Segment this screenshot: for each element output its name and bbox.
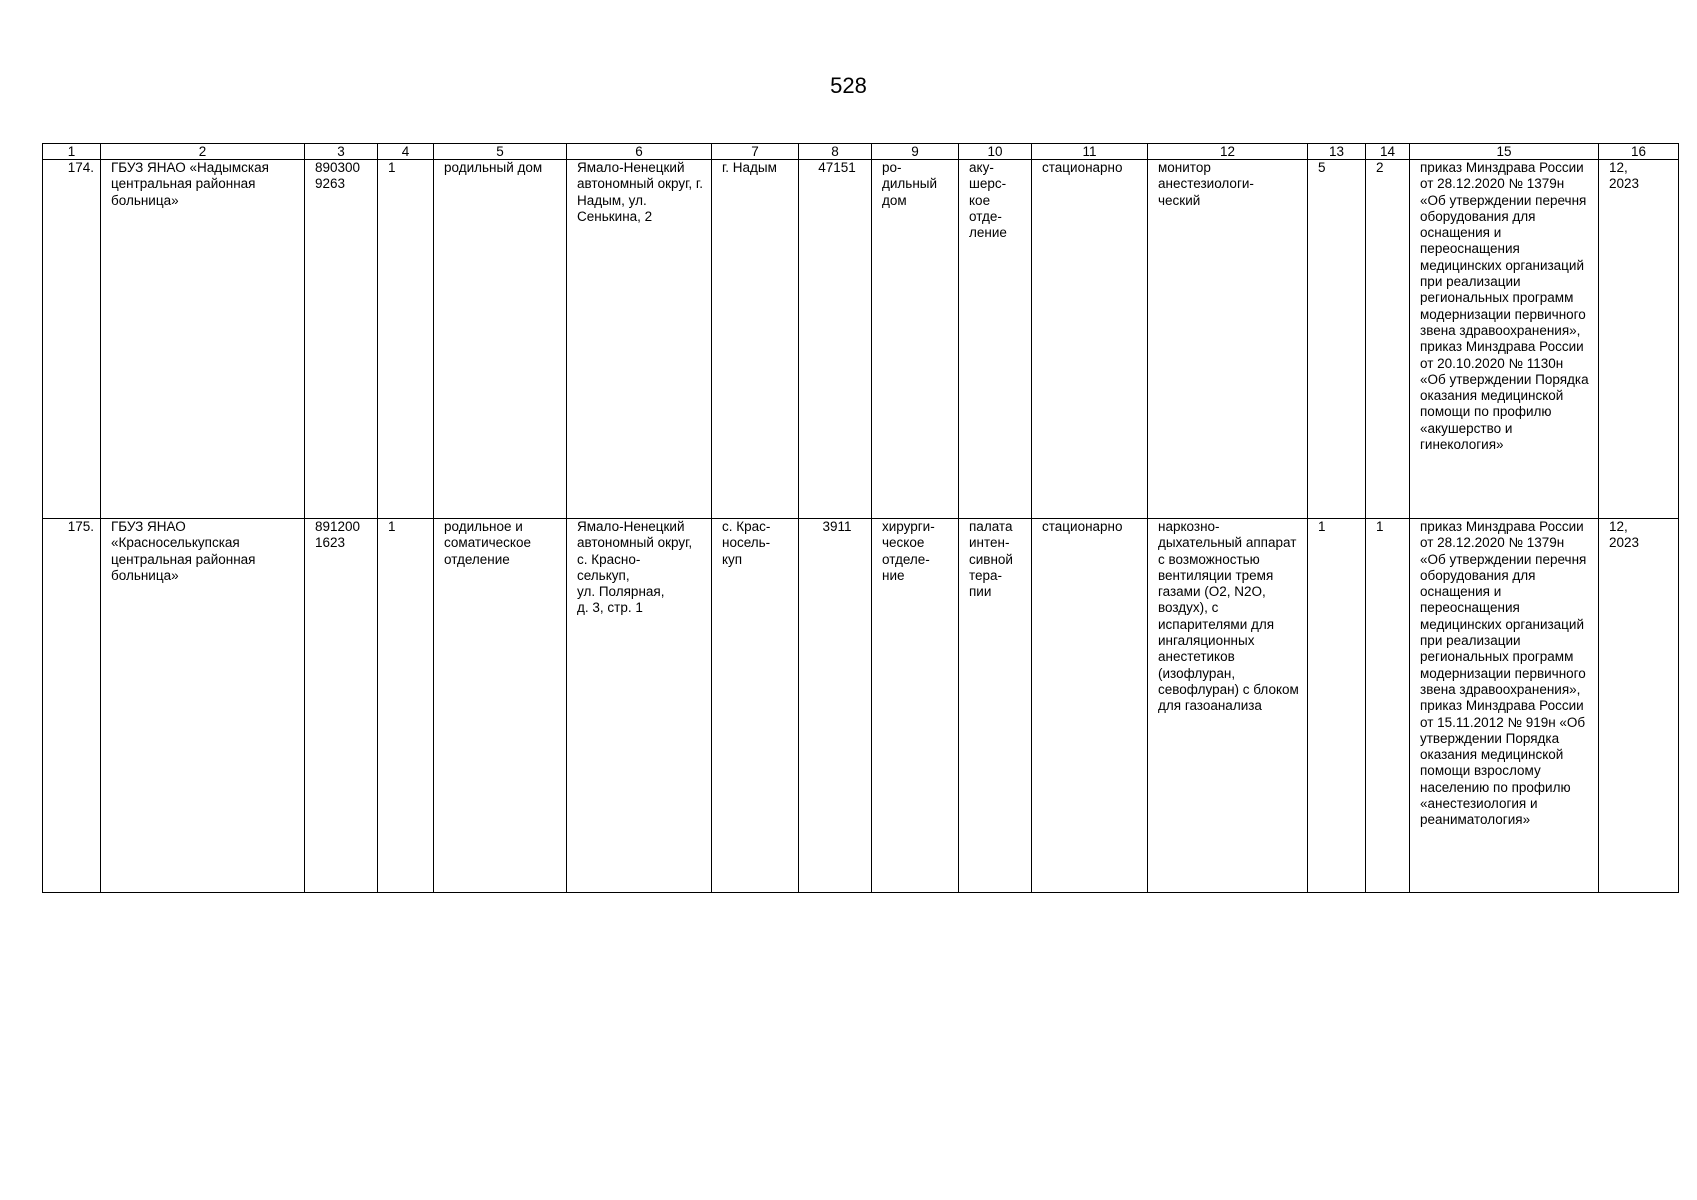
column-4-cell: 1 xyxy=(378,519,434,893)
inn-cell: 891200 1623 xyxy=(305,519,378,893)
table-row xyxy=(43,160,1679,519)
column-number: 5 xyxy=(434,144,567,160)
column-13-cell: 1 xyxy=(1308,519,1366,893)
page-number: 528 xyxy=(830,73,867,98)
equipment-table xyxy=(42,143,1679,893)
column-number-row xyxy=(43,144,1679,160)
locality-cell: г. Надым xyxy=(712,160,799,519)
inn-cell: 890300 9263 xyxy=(305,160,378,519)
legal-basis-cell: приказ Минздрава России от 28.12.2020 № 1379н «Об утверждении перечня оборудования для оснащения и переоснащения медицинских организаций при реализации региональных программ модернизации первичного звена здравоохранения», приказ Минздрава России от 15.11.2012 № 919н «Об утверждении Порядка оказания медицинской помощи взрослому населению по профилю «анестезиология и реаниматология» xyxy=(1410,519,1599,893)
profile-cell: хирурги- ческое отделе- ние xyxy=(872,519,959,893)
column-number: 13 xyxy=(1308,144,1366,160)
conditions-cell: стационарно xyxy=(1032,519,1148,893)
column-number: 9 xyxy=(872,144,959,160)
legal-basis-cell: приказ Минздрава России от 28.12.2020 № 1379н «Об утверждении перечня оборудования для оснащения и переоснащения медицинских организаций при реализации региональных программ модернизации первичного звена здравоохранения», приказ Минздрава России от 20.10.2020 № 1130н «Об утверждении Порядка оказания медицинской помощи по профилю «акушерство и гинекология» xyxy=(1410,160,1599,519)
oktmo-cell: 3911 xyxy=(799,519,872,893)
equipment-cell: монитор анестезиологи- ческий xyxy=(1148,160,1308,519)
table-row xyxy=(43,519,1679,893)
address-cell: Ямало-Ненецкий автономный округ, г. Надым, ул. Сенькина, 2 xyxy=(567,160,712,519)
date-cell: 12, 2023 xyxy=(1599,519,1679,893)
column-number: 15 xyxy=(1410,144,1599,160)
subdivision-cell: родильное и соматическое отделение xyxy=(434,519,567,893)
column-14-cell: 2 xyxy=(1366,160,1410,519)
row-number-cell: 175. xyxy=(43,519,101,893)
column-number: 2 xyxy=(101,144,305,160)
column-number: 7 xyxy=(712,144,799,160)
column-13-cell: 5 xyxy=(1308,160,1366,519)
column-number: 12 xyxy=(1148,144,1308,160)
column-number: 14 xyxy=(1366,144,1410,160)
column-14-cell: 1 xyxy=(1366,519,1410,893)
date-cell: 12, 2023 xyxy=(1599,160,1679,519)
organization-cell: ГБУЗ ЯНАО «Красноселькупская центральная районная больница» xyxy=(101,519,305,893)
equipment-cell: наркозно- дыхательный аппарат с возможностью вентиляции тремя газами (O2, N2O, воздух), с испарителями для ингаляционных анестетиков (изофлуран, севофлуран) с блоком для газоанализа xyxy=(1148,519,1308,893)
department-cell: аку- шерс- кое отде- ление xyxy=(959,160,1032,519)
oktmo-cell: 47151 xyxy=(799,160,872,519)
column-number: 3 xyxy=(305,144,378,160)
locality-cell: с. Крас- носель- куп xyxy=(712,519,799,893)
subdivision-cell: родильный дом xyxy=(434,160,567,519)
conditions-cell: стационарно xyxy=(1032,160,1148,519)
department-cell: палата интен- сивной тера- пии xyxy=(959,519,1032,893)
column-number: 10 xyxy=(959,144,1032,160)
column-4-cell: 1 xyxy=(378,160,434,519)
column-number: 4 xyxy=(378,144,434,160)
profile-cell: ро- дильный дом xyxy=(872,160,959,519)
column-number: 11 xyxy=(1032,144,1148,160)
row-number-cell: 174. xyxy=(43,160,101,519)
column-number: 1 xyxy=(43,144,101,160)
organization-cell: ГБУЗ ЯНАО «Надымская центральная районная больница» xyxy=(101,160,305,519)
column-number: 8 xyxy=(799,144,872,160)
address-cell: Ямало-Ненецкий автономный округ, с. Красно- селькуп, ул. Полярная, д. 3, стр. 1 xyxy=(567,519,712,893)
column-number: 6 xyxy=(567,144,712,160)
column-number: 16 xyxy=(1599,144,1679,160)
